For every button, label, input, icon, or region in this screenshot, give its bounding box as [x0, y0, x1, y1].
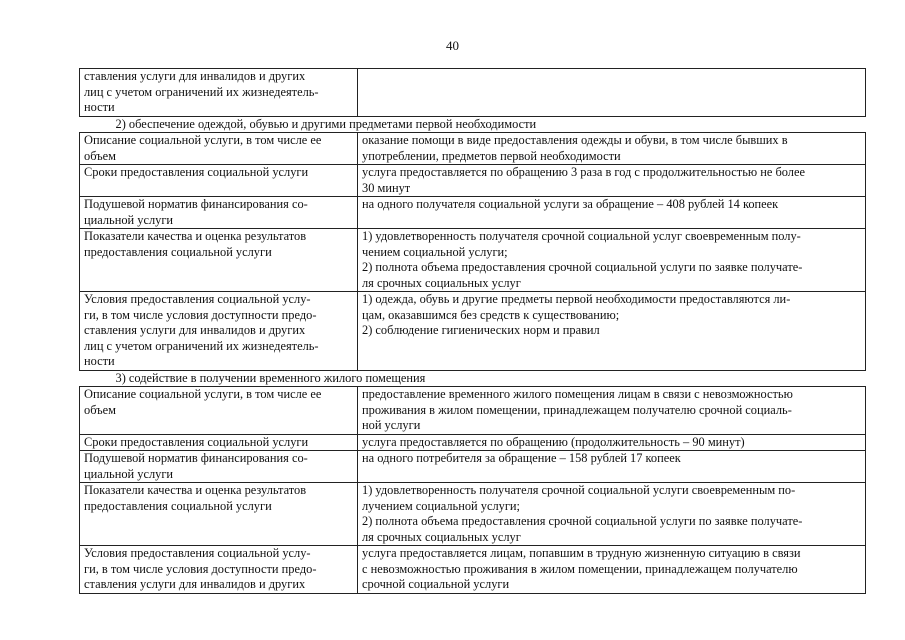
text-line: ги, в том числе условия доступности предо- — [84, 307, 317, 322]
text-line: срочной социальной услуги — [362, 577, 510, 591]
text-line: объем — [84, 148, 116, 163]
text-line: 1) одежда, обувь и другие предметы первой необходимости предоставляются ли- — [362, 292, 791, 306]
text-line: Сроки предоставления социальной услуги — [84, 434, 309, 449]
text-line: ности — [84, 354, 115, 368]
section-heading-row — [80, 116, 866, 133]
row-label — [80, 292, 358, 371]
text-line: чением социальной услуги; — [362, 244, 508, 259]
text-line: ной услуги — [362, 418, 421, 432]
text-line: ля срочных социальных услуг — [362, 275, 521, 290]
table-row — [80, 387, 866, 435]
text-line: лиц с учетом ограничений их жизнедеятель- — [84, 338, 319, 353]
text-line: лиц с учетом ограничений их жизнедеятель- — [84, 84, 319, 99]
table-row — [80, 483, 866, 546]
text-line: Сроки предоставления социальной услуги — [84, 165, 309, 179]
text-line: 2) полнота объема предоставления срочной социальной услуги по заявке получате- — [362, 514, 803, 528]
text-line: 2) соблюдение гигиенических норм и правил — [362, 323, 600, 337]
text-line: предоставление временного жилого помещения лицам в связи с невозможностью — [362, 387, 793, 401]
section-heading-housing: 3) содействие в получении временного жилого помещения — [80, 370, 866, 387]
table-row — [80, 546, 866, 594]
row-label — [80, 69, 358, 117]
row-value — [358, 69, 866, 117]
table-row — [80, 165, 866, 197]
table-row — [80, 133, 866, 165]
text-line: услуга предоставляется лицам, попавшим в трудную жизненную ситуацию в связи — [362, 546, 801, 560]
section-heading-row — [80, 370, 866, 387]
text-line: ставления услуги для инвалидов и других — [84, 323, 306, 337]
row-label — [80, 483, 358, 546]
text-line: услуга предоставляется по обращению (продолжительность – 90 минут) — [362, 434, 745, 449]
text-line: Описание социальной услуги, в том числе ее — [84, 133, 322, 147]
text-line: Показатели качества и оценка результатов — [84, 483, 307, 497]
text-line: Показатели качества и оценка результатов — [84, 229, 307, 243]
table-row — [80, 69, 866, 117]
table-row — [80, 292, 866, 371]
text-line: цам, оказавшимся без средств к существованию; — [362, 307, 620, 322]
services-table — [79, 68, 866, 594]
row-value — [358, 434, 866, 451]
row-label — [80, 165, 358, 197]
text-line: циальной услуги — [84, 466, 174, 481]
text-line: на одного потребителя за обращение – 158 рублей 17 копеек — [362, 451, 681, 465]
page-number: 40 — [446, 38, 459, 53]
text-line: ности — [84, 100, 115, 114]
text-line: на одного получателя социальной услуги за обращение – 408 рублей 14 копеек — [362, 197, 779, 211]
row-value — [358, 229, 866, 292]
text-line: 2) полнота объема предоставления срочной социальной услуги по заявке получате- — [362, 260, 803, 274]
row-value — [358, 197, 866, 229]
table-row — [80, 451, 866, 483]
table-row — [80, 434, 866, 451]
text-line: 1) удовлетворенность получателя срочной социальной услуг своевременным полу- — [362, 229, 801, 243]
row-value — [358, 451, 866, 483]
table-row — [80, 229, 866, 292]
row-value — [358, 292, 866, 371]
section-heading-clothing: 2) обеспечение одеждой, обувью и другими предметами первой необходимости — [80, 116, 866, 133]
text-line: услуга предоставляется по обращению 3 раза в год с продолжительностью не более — [362, 165, 805, 179]
row-label — [80, 197, 358, 229]
text-line: ля срочных социальных услуг — [362, 529, 521, 544]
text-line: оказание помощи в виде предоставления одежды и обуви, в том числе бывших в — [362, 133, 788, 147]
row-label — [80, 229, 358, 292]
text-line: Подушевой норматив финансирования со- — [84, 451, 308, 465]
text-line: лучением социальной услуги; — [362, 498, 520, 513]
row-value — [358, 133, 866, 165]
text-line: ставления услуги для инвалидов и других — [84, 69, 306, 83]
text-line: Условия предоставления социальной услу- — [84, 546, 311, 560]
text-line: 30 минут — [362, 180, 411, 195]
text-line: предоставления социальной услуги — [84, 244, 272, 259]
text-line: циальной услуги — [84, 212, 174, 227]
text-line: Описание социальной услуги, в том числе ее — [84, 387, 322, 401]
text-line: с невозможностью проживания в жилом помещении, принадлежащем получателю — [362, 561, 798, 576]
text-line: употреблении, предметов первой необходимости — [362, 148, 621, 163]
text-line: Условия предоставления социальной услу- — [84, 292, 311, 306]
row-value — [358, 483, 866, 546]
text-line: 1) удовлетворенность получателя срочной социальной услуги своевременным по- — [362, 483, 796, 497]
row-value — [358, 387, 866, 435]
row-label — [80, 387, 358, 435]
row-label — [80, 451, 358, 483]
row-label — [80, 434, 358, 451]
row-value — [358, 546, 866, 594]
row-label — [80, 133, 358, 165]
text-line — [362, 69, 861, 85]
text-line: Подушевой норматив финансирования со- — [84, 197, 308, 211]
table-row — [80, 197, 866, 229]
text-line: предоставления социальной услуги — [84, 498, 272, 513]
text-line: ставления услуги для инвалидов и других — [84, 577, 306, 591]
text-line: ги, в том числе условия доступности предо- — [84, 561, 317, 576]
row-label — [80, 546, 358, 594]
text-line: объем — [84, 402, 116, 417]
row-value — [358, 165, 866, 197]
text-line: проживания в жилом помещении, принадлежащем получателю срочной социаль- — [362, 402, 792, 417]
